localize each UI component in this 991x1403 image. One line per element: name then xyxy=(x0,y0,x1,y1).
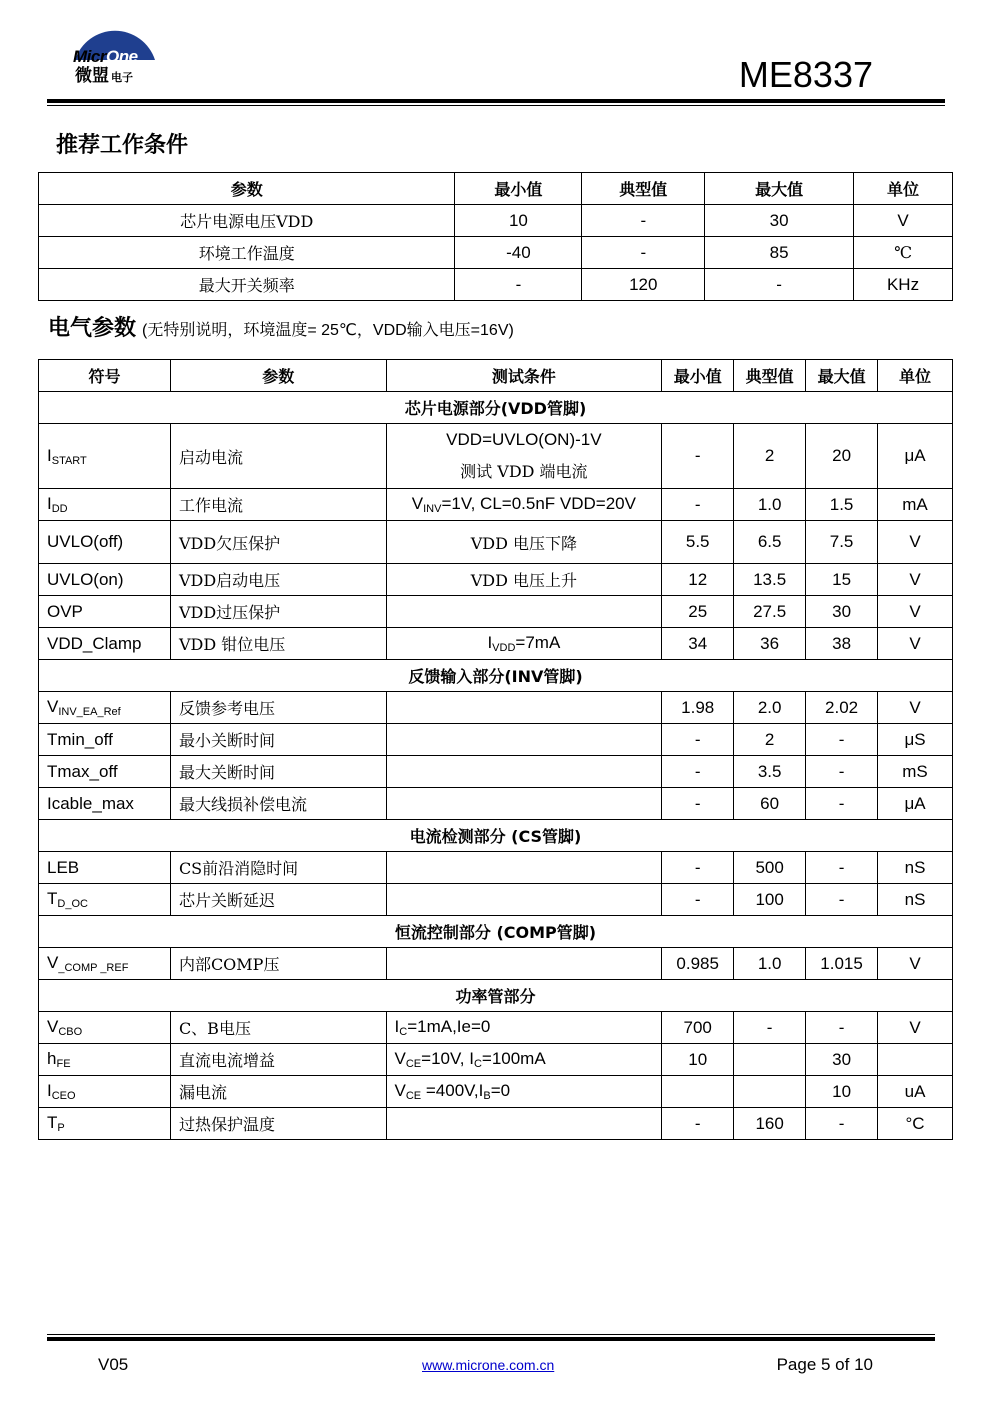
max-cell: 30 xyxy=(806,596,878,628)
min-cell: - xyxy=(662,756,734,788)
unit-cell: μS xyxy=(878,724,953,756)
condition-cell: $I_C=1mA,Ie=0$ xyxy=(386,1012,662,1044)
section-row xyxy=(39,660,953,692)
model-number: ME8337 xyxy=(738,54,873,95)
param-cell: CS前沿消隐时间 xyxy=(170,852,386,884)
electrical-heading xyxy=(48,314,514,346)
typ-cell xyxy=(734,1044,806,1076)
max-cell: - xyxy=(806,852,878,884)
cell: 120 xyxy=(582,269,705,301)
typ-cell: 500 xyxy=(734,852,806,884)
typ-cell: - xyxy=(734,1012,806,1044)
unit-cell: μA xyxy=(878,788,953,820)
table-row xyxy=(39,237,953,269)
max-cell: - xyxy=(806,1012,878,1044)
max-cell: 1.5 xyxy=(806,489,878,521)
symbol-cell: $T_P$ xyxy=(39,1108,171,1140)
param-cell: 内部COMP压 xyxy=(170,948,386,980)
logo-chinese-text: 微盟 电子 xyxy=(75,66,133,85)
min-cell: - xyxy=(662,724,734,756)
condition-cell: $V_{CE} =400V,I_B=0$ xyxy=(386,1076,662,1108)
table-row xyxy=(39,884,953,916)
condition-cell: VDD 电压下降 xyxy=(386,521,662,564)
section-row xyxy=(39,980,953,1012)
typ-cell: 2 xyxy=(734,724,806,756)
min-cell: 25 xyxy=(662,596,734,628)
table-row xyxy=(39,596,953,628)
unit-cell: nS xyxy=(878,852,953,884)
max-cell: 20 xyxy=(806,424,878,489)
max-cell: 2.02 xyxy=(806,692,878,724)
cell: - xyxy=(705,269,854,301)
param-cell: VDD欠压保护 xyxy=(170,521,386,564)
condition-cell xyxy=(386,884,662,916)
table-row xyxy=(39,564,953,596)
cell: - xyxy=(582,237,705,269)
min-cell: - xyxy=(662,1108,734,1140)
cell: 10 xyxy=(455,205,582,237)
footer-rule-thin xyxy=(47,1334,935,1335)
electrical-table xyxy=(38,359,953,1140)
symbol-cell: $I_{START}$ xyxy=(39,424,171,489)
cell: - xyxy=(455,269,582,301)
symbol-cell: Tmin_off xyxy=(39,724,171,756)
section-row xyxy=(39,392,953,424)
param-cell: VDD过压保护 xyxy=(170,596,386,628)
param-cell: 最大线损补偿电流 xyxy=(170,788,386,820)
cell: V xyxy=(854,205,953,237)
min-cell: - xyxy=(662,852,734,884)
section-row xyxy=(39,820,953,852)
cell: KHz xyxy=(854,269,953,301)
typ-cell: 36 xyxy=(734,628,806,660)
symbol-cell: Tmax_off xyxy=(39,756,171,788)
min-cell: 10 xyxy=(662,1044,734,1076)
typ-cell: 1.0 xyxy=(734,948,806,980)
col-header: 最大值 xyxy=(705,173,854,205)
table-row xyxy=(39,1044,953,1076)
col-header: 典型值 xyxy=(734,360,806,392)
footer-website-link[interactable]: www.microne.com.cn xyxy=(422,1357,555,1373)
cell: - xyxy=(582,205,705,237)
table-row xyxy=(39,756,953,788)
symbol-cell: $V_{CBO}$ xyxy=(39,1012,171,1044)
col-header: 最大值 xyxy=(806,360,878,392)
symbol-cell: $I_{DD}$ xyxy=(39,489,171,521)
unit-cell: V xyxy=(878,1012,953,1044)
table-row xyxy=(39,269,953,301)
footer-rule xyxy=(47,1337,935,1341)
typ-cell: 60 xyxy=(734,788,806,820)
col-header: 单位 xyxy=(878,360,953,392)
cell: 30 xyxy=(705,205,854,237)
min-cell: - xyxy=(662,884,734,916)
section-title: 恒流控制部分 (COMP管脚) xyxy=(39,916,953,948)
unit-cell: V xyxy=(878,628,953,660)
cell: 芯片电源电压VDD xyxy=(39,205,455,237)
min-cell: 5.5 xyxy=(662,521,734,564)
max-cell: 30 xyxy=(806,1044,878,1076)
unit-cell: nS xyxy=(878,884,953,916)
typ-cell: 1.0 xyxy=(734,489,806,521)
min-cell: 34 xyxy=(662,628,734,660)
min-cell: - xyxy=(662,788,734,820)
unit-cell: °C xyxy=(878,1108,953,1140)
param-cell: C、B电压 xyxy=(170,1012,386,1044)
param-cell: 反馈参考电压 xyxy=(170,692,386,724)
min-cell: 1.98 xyxy=(662,692,734,724)
param-cell: 工作电流 xyxy=(170,489,386,521)
table-row xyxy=(39,1012,953,1044)
footer-page-number: Page 5 of 10 xyxy=(776,1355,873,1374)
condition-cell xyxy=(386,756,662,788)
table-row xyxy=(39,1076,953,1108)
cell: -40 xyxy=(455,237,582,269)
section-title: 反馈输入部分(INV管脚) xyxy=(39,660,953,692)
symbol-cell: UVLO(on) xyxy=(39,564,171,596)
symbol-cell: VDD_Clamp xyxy=(39,628,171,660)
max-cell: - xyxy=(806,724,878,756)
table-row xyxy=(39,205,953,237)
symbol-cell: $I_{CEO}$ xyxy=(39,1076,171,1108)
col-header: 最小值 xyxy=(455,173,582,205)
section-row xyxy=(39,916,953,948)
unit-cell: V xyxy=(878,948,953,980)
min-cell: 12 xyxy=(662,564,734,596)
max-cell: 1.015 xyxy=(806,948,878,980)
symbol-cell: Icable_max xyxy=(39,788,171,820)
footer-version: V05 xyxy=(98,1355,129,1374)
col-header: 参数 xyxy=(170,360,386,392)
table-row xyxy=(39,1108,953,1140)
condition-cell xyxy=(386,596,662,628)
header-rule xyxy=(47,99,945,103)
condition-cell xyxy=(386,1108,662,1140)
recommended-title: 推荐工作条件 xyxy=(56,133,189,158)
col-header: 测试条件 xyxy=(386,360,662,392)
table-row xyxy=(39,521,953,564)
table-row xyxy=(39,788,953,820)
col-header: 符号 xyxy=(39,360,171,392)
param-cell: 漏电流 xyxy=(170,1076,386,1108)
min-cell: - xyxy=(662,489,734,521)
condition-cell xyxy=(386,852,662,884)
param-cell: 最大关断时间 xyxy=(170,756,386,788)
min-cell: - xyxy=(662,424,734,489)
param-cell: VDD启动电压 xyxy=(170,564,386,596)
condition-cell xyxy=(386,948,662,980)
condition-cell xyxy=(386,724,662,756)
condition-cell: VDD=UVLO(ON)-1V 测试 VDD 端电流 xyxy=(386,424,662,489)
max-cell: - xyxy=(806,1108,878,1140)
param-cell: 过热保护温度 xyxy=(170,1108,386,1140)
param-cell: 芯片关断延迟 xyxy=(170,884,386,916)
unit-cell: V xyxy=(878,564,953,596)
symbol-cell: $V_{\_COMP \_REF}$ xyxy=(39,948,171,980)
min-cell: 0.985 xyxy=(662,948,734,980)
col-header: 参数 xyxy=(39,173,455,205)
header-rule-thin xyxy=(47,105,945,106)
condition-cell: $V_{INV}=1V$, CL=0.5nF VDD=20V xyxy=(386,489,662,521)
table-row xyxy=(39,628,953,660)
condition-cell: $I_{VDD}=7mA$ xyxy=(386,628,662,660)
table-row xyxy=(39,489,953,521)
min-cell xyxy=(662,1076,734,1108)
section-title: 功率管部分 xyxy=(39,980,953,1012)
max-cell: - xyxy=(806,884,878,916)
symbol-cell: $h_{FE}$ xyxy=(39,1044,171,1076)
condition-cell: $V_{CE}=10V$, $I_C=100mA$ xyxy=(386,1044,662,1076)
min-cell: 700 xyxy=(662,1012,734,1044)
unit-cell: mA xyxy=(878,489,953,521)
max-cell: 38 xyxy=(806,628,878,660)
param-cell: 最小关断时间 xyxy=(170,724,386,756)
unit-cell: mS xyxy=(878,756,953,788)
typ-cell: 160 xyxy=(734,1108,806,1140)
param-cell: 启动电流 xyxy=(170,424,386,489)
condition-cell xyxy=(386,788,662,820)
electrical-title: 电气参数 xyxy=(48,316,137,341)
cell: 最大开关频率 xyxy=(39,269,455,301)
col-header: 典型值 xyxy=(582,173,705,205)
max-cell: - xyxy=(806,756,878,788)
param-cell: VDD 钳位电压 xyxy=(170,628,386,660)
symbol-cell: $T_{D\_OC}$ xyxy=(39,884,171,916)
table-header-row xyxy=(39,173,953,205)
logo-english-text: MicrOne xyxy=(73,47,138,66)
typ-cell: 13.5 xyxy=(734,564,806,596)
table-row xyxy=(39,724,953,756)
condition-cell: VDD 电压上升 xyxy=(386,564,662,596)
symbol-cell: UVLO(off) xyxy=(39,521,171,564)
condition-cell xyxy=(386,692,662,724)
typ-cell: 3.5 xyxy=(734,756,806,788)
max-cell: - xyxy=(806,788,878,820)
typ-cell: 6.5 xyxy=(734,521,806,564)
table-row xyxy=(39,948,953,980)
col-header: 最小值 xyxy=(662,360,734,392)
max-cell: 10 xyxy=(806,1076,878,1108)
table-row xyxy=(39,424,953,489)
table-header-row xyxy=(39,360,953,392)
symbol-cell: $V_{INV\_EA\_Ref}$ xyxy=(39,692,171,724)
symbol-cell: OVP xyxy=(39,596,171,628)
table-row xyxy=(39,692,953,724)
typ-cell: 100 xyxy=(734,884,806,916)
symbol-cell: LEB xyxy=(39,852,171,884)
unit-cell: uA xyxy=(878,1076,953,1108)
electrical-note: (无特别说明，环境温度= 25℃，VDD输入电压=16V) xyxy=(142,322,514,339)
company-logo xyxy=(70,10,165,90)
unit-cell: V xyxy=(878,692,953,724)
section-title: 电流检测部分 (CS管脚) xyxy=(39,820,953,852)
param-cell: 直流电流增益 xyxy=(170,1044,386,1076)
unit-cell: V xyxy=(878,521,953,564)
cell: ℃ xyxy=(854,237,953,269)
max-cell: 15 xyxy=(806,564,878,596)
unit-cell xyxy=(878,1044,953,1076)
max-cell: 7.5 xyxy=(806,521,878,564)
typ-cell: 2 xyxy=(734,424,806,489)
section-title: 芯片电源部分(VDD管脚) xyxy=(39,392,953,424)
typ-cell xyxy=(734,1076,806,1108)
recommended-table xyxy=(38,172,953,301)
unit-cell: μA xyxy=(878,424,953,489)
typ-cell: 2.0 xyxy=(734,692,806,724)
typ-cell: 27.5 xyxy=(734,596,806,628)
col-header: 单位 xyxy=(854,173,953,205)
cell: 85 xyxy=(705,237,854,269)
cell: 环境工作温度 xyxy=(39,237,455,269)
table-row xyxy=(39,852,953,884)
unit-cell: V xyxy=(878,596,953,628)
